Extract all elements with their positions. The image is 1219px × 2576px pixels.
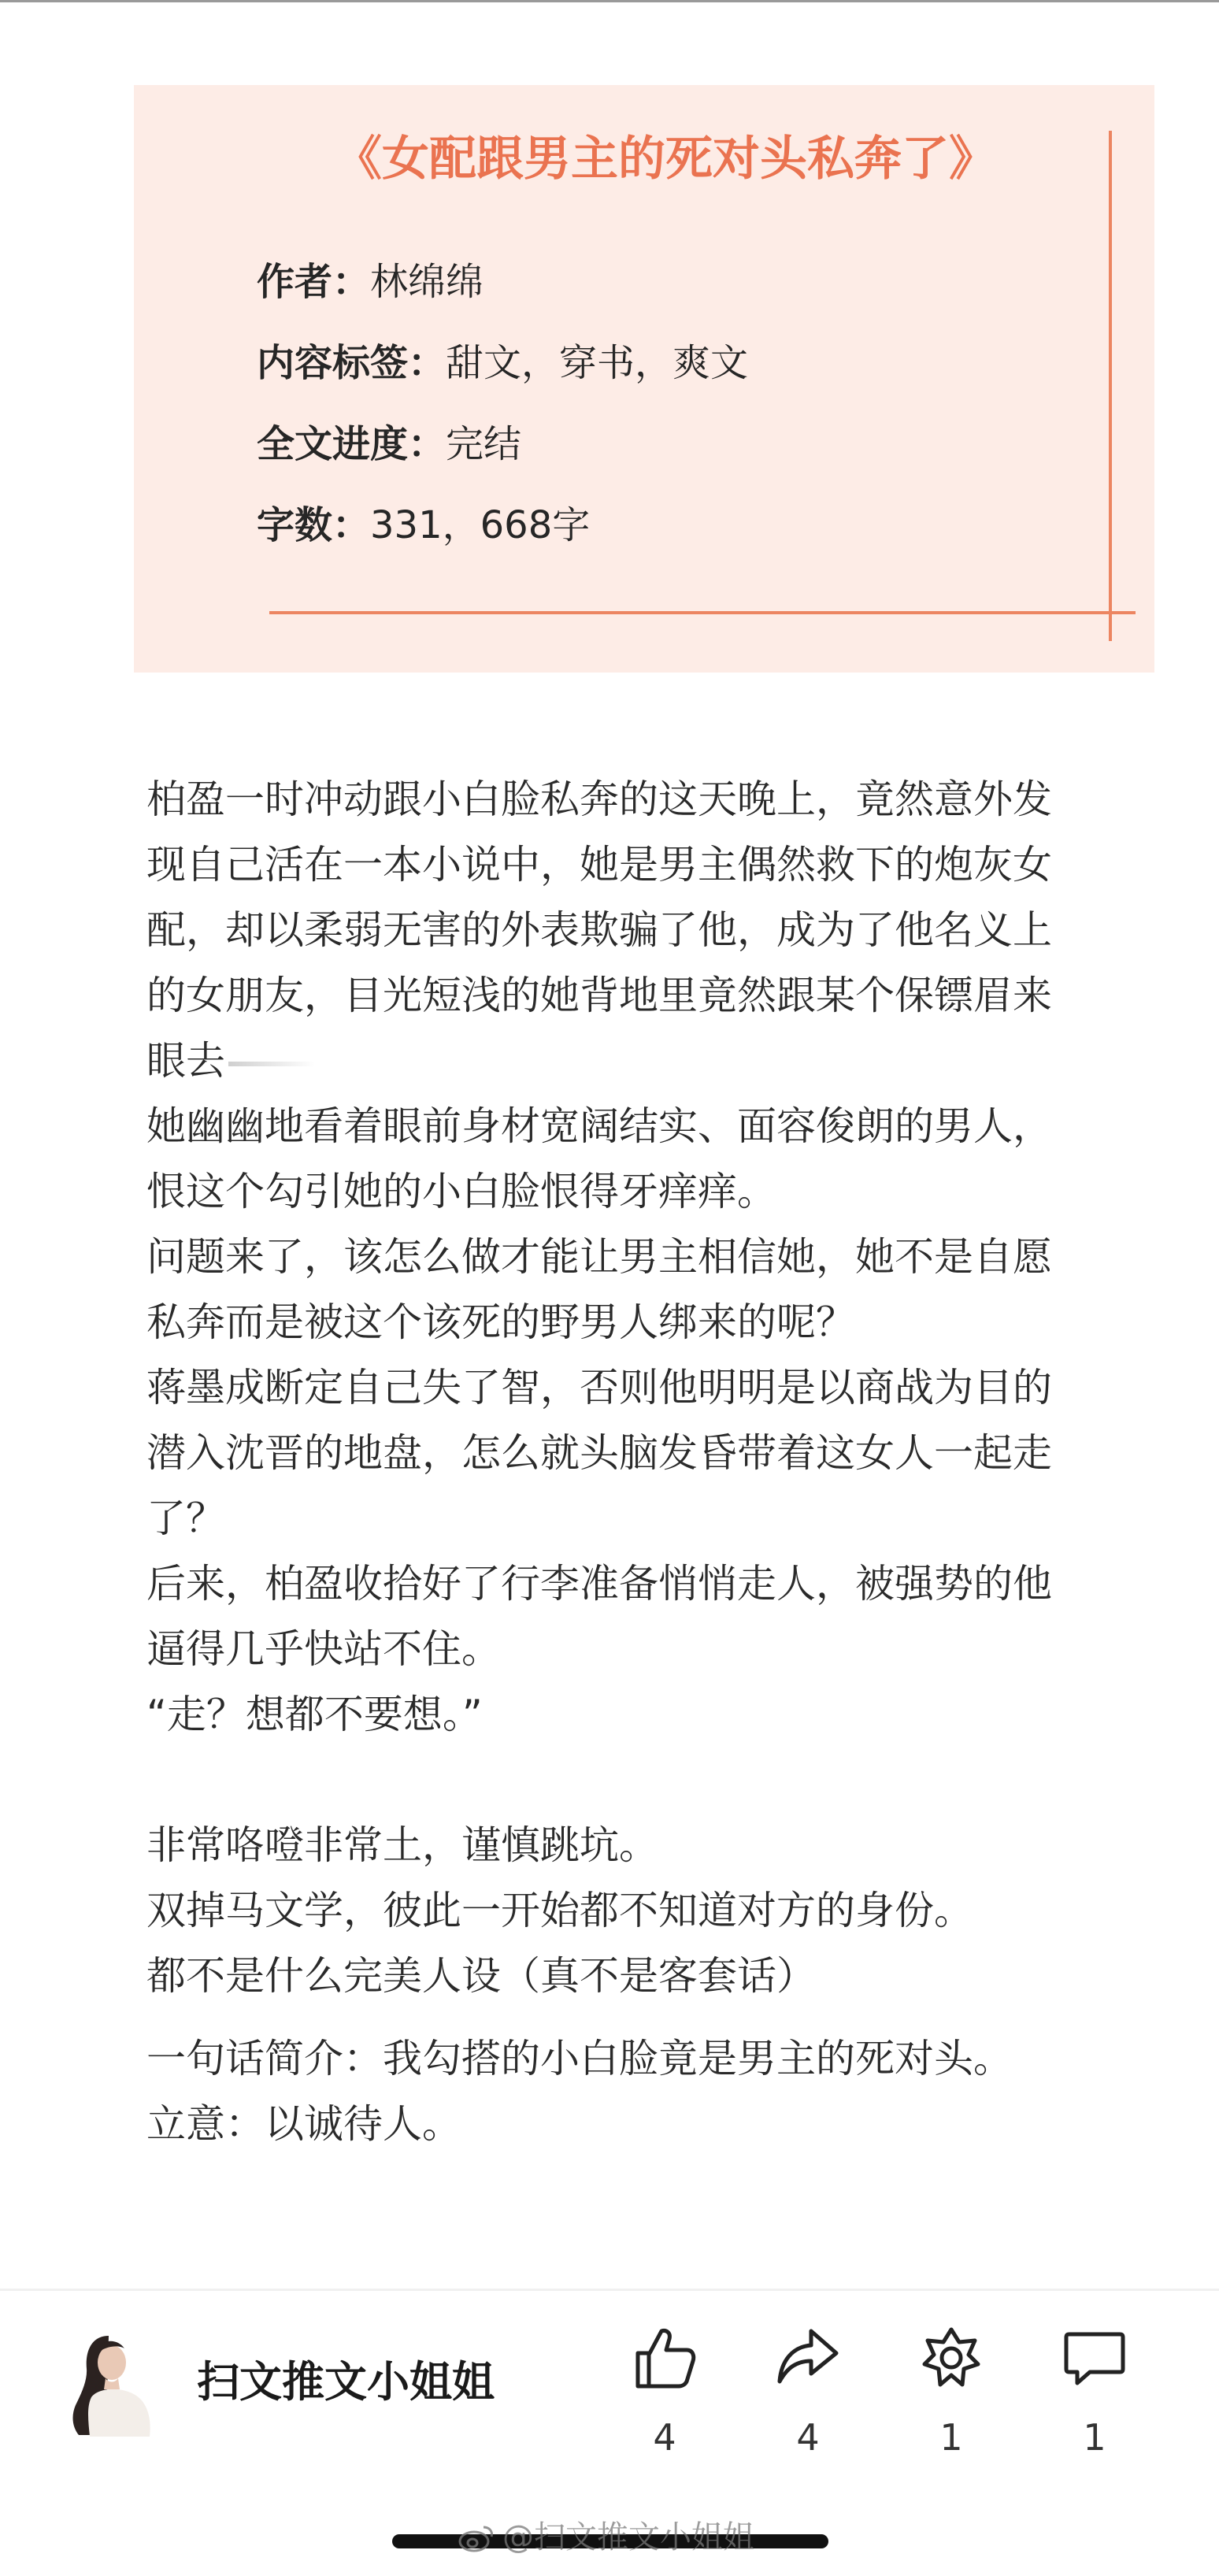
meta-progress-value: 完结 — [446, 422, 522, 466]
note-line: 非常咯噔非常土，谨慎跳坑。 — [146, 1822, 658, 1868]
weibo-watermark — [457, 2519, 754, 2556]
avatar-portrait-icon — [68, 2331, 156, 2438]
book-title: 《女配跟男主的死对头私奔了》 — [335, 132, 996, 187]
avatar[interactable] — [68, 2331, 156, 2438]
note-line: 双掉马文学，彼此一开始都不知道对方的身份。 — [146, 1888, 973, 1933]
gift-icon — [918, 2325, 984, 2391]
meta-word-count — [257, 503, 591, 547]
meta-tags-key: 内容标签： — [257, 341, 446, 385]
share-count: 4 — [796, 2416, 820, 2459]
one-liner-intro: 一句话简介：我勾搭的小白脸竟是男主的死对头。 — [146, 2036, 1013, 2081]
comment-icon — [1062, 2325, 1128, 2391]
meta-author — [257, 260, 484, 304]
meta-word-count-key: 字数： — [257, 503, 371, 547]
intent-line: 立意：以诚待人。 — [146, 2101, 461, 2147]
like-button[interactable] — [610, 2325, 720, 2459]
weibo-logo-icon — [457, 2522, 496, 2552]
gift-button[interactable] — [896, 2325, 1006, 2459]
meta-tags — [257, 341, 749, 385]
note-line: 都不是什么完美人设（真不是客套话） — [146, 1953, 816, 1999]
summary-quote: “走？想都不要想。” — [146, 1692, 483, 1737]
summary-text-1: 柏盈一时冲动跟小白脸私奔的这天晚上，竟然意外发现自己活在一本小说中，她是男主偶然救下的炮灰女配，却以柔弱无害的外表欺骗了他，成为了他名义上的女朋友，目光短浅的她背地里竟然跟某个保镖眉来眼去 — [146, 777, 1052, 1084]
share-icon — [775, 2325, 841, 2391]
like-count: 4 — [653, 2416, 676, 2459]
share-button[interactable] — [753, 2325, 863, 2459]
meta-tags-value: 甜文，穿书，爽文 — [446, 341, 749, 385]
thumbs-up-icon — [632, 2325, 698, 2391]
post-content — [146, 767, 1076, 2157]
watermark-text: @扫文推文小姐姐 — [502, 2519, 754, 2556]
spacer — [146, 2009, 1076, 2026]
card-accent-horizontal-line — [269, 611, 1136, 614]
footer-divider — [0, 2289, 1219, 2291]
comment-count: 1 — [1083, 2416, 1106, 2459]
author-name[interactable]: 扫文推文小姐姐 — [197, 2357, 495, 2407]
card-accent-vertical-line — [1109, 131, 1112, 641]
summary-paragraph: 蒋墨成断定自己失了智，否则他明明是以商战为目的潜入沈晋的地盘，怎么就头脑发昏带着这女人一起走了？ — [146, 1365, 1052, 1541]
meta-progress — [257, 422, 522, 466]
spacer — [146, 1748, 1076, 1813]
meta-author-key: 作者： — [257, 260, 371, 304]
summary-paragraph — [146, 767, 1076, 1094]
meta-author-value: 林绵绵 — [370, 260, 484, 304]
summary-paragraph: 问题来了，该怎么做才能让男主相信她，她不是自愿私奔而是被这个该死的野男人绑来的呢？ — [146, 1234, 1052, 1345]
text-fade-decoration — [228, 1062, 315, 1066]
gift-count: 1 — [939, 2416, 963, 2459]
comment-button[interactable] — [1039, 2325, 1150, 2459]
top-divider — [0, 0, 1219, 2]
meta-progress-key: 全文进度： — [257, 422, 446, 466]
summary-paragraph: 她幽幽地看着眼前身材宽阔结实、面容俊朗的男人，恨这个勾引她的小白脸恨得牙痒痒。 — [146, 1103, 1052, 1214]
summary-paragraph: 后来，柏盈收拾好了行李准备悄悄走人，被强势的他逼得几乎快站不住。 — [146, 1561, 1052, 1672]
meta-word-count-value: 331，668字 — [370, 503, 591, 547]
